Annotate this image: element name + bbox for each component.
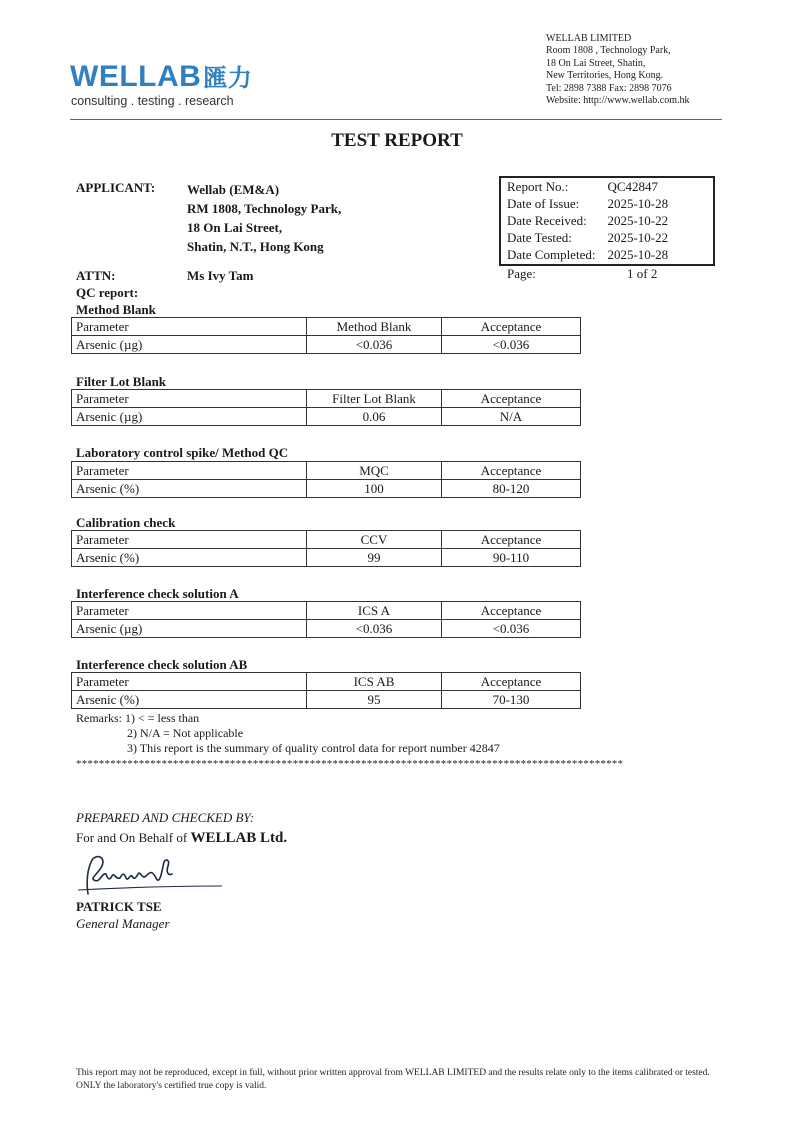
page-title: TEST REPORT	[331, 130, 463, 151]
footer-disclaimer: This report may not be reproduced, except in full, without prior written approval from WELLAB LIMITED and the results relate only to the items calibrated or tested. ONLY the laboratory's certified true copy is valid.	[76, 1068, 710, 1091]
table-header: Method Blank	[307, 318, 442, 336]
company-line: Tel: 2898 7388 Fax: 2898 7076	[546, 82, 672, 94]
company-line: Room 1808 , Technology Park,	[546, 45, 671, 57]
table-header: ICS A	[307, 602, 442, 620]
table-cell: <0.036	[442, 620, 581, 638]
table-header: Acceptance	[442, 462, 581, 480]
remark-line: 2) N/A = Not applicable	[127, 726, 244, 740]
table-cell: Arsenic (%)	[72, 691, 307, 709]
page-label: Page:	[507, 266, 536, 281]
table-cell: <0.036	[307, 336, 442, 354]
applicant-line: 18 On Lai Street,	[187, 220, 283, 235]
header-divider	[70, 119, 722, 120]
qc-table	[71, 317, 581, 354]
table-cell: 0.06	[307, 408, 442, 426]
applicant-address	[187, 180, 341, 256]
qc-table	[71, 530, 581, 567]
remark-line: Remarks: 1) < = less than	[76, 711, 200, 725]
table-header: CCV	[307, 531, 442, 549]
logo-text: WELLAB	[70, 60, 202, 93]
on-behalf-line	[76, 830, 287, 847]
applicant-line: RM 1808, Technology Park,	[187, 201, 342, 216]
qc-table	[71, 672, 581, 709]
section-title: Interference check solution AB	[76, 657, 248, 672]
signer-name: PATRICK TSE	[76, 899, 162, 914]
remarks	[76, 711, 500, 756]
table-cell: 95	[307, 691, 442, 709]
table-header: Acceptance	[442, 673, 581, 691]
prepared-by-label: PREPARED AND CHECKED BY:	[76, 810, 255, 825]
qc-table	[71, 461, 581, 498]
signer-title: General Manager	[76, 916, 170, 931]
table-cell: Arsenic (µg)	[72, 620, 307, 638]
signature-image	[76, 850, 226, 902]
table-header: Parameter	[72, 318, 307, 336]
table-header: Acceptance	[442, 390, 581, 408]
table-cell: Arsenic (µg)	[72, 408, 307, 426]
behalf-prefix: For and On Behalf of	[76, 830, 191, 845]
table-cell: 70-130	[442, 691, 581, 709]
applicant-label: APPLICANT:	[76, 180, 156, 195]
remark-line: 3) This report is the summary of quality control data for report number 42847	[127, 741, 500, 755]
logo-cjk: 匯力	[203, 64, 253, 92]
table-cell: 100	[307, 480, 442, 498]
section-title: Laboratory control spike/ Method QC	[76, 445, 289, 460]
company-line: New Territories, Hong Kong.	[546, 70, 664, 82]
company-line: WELLAB LIMITED	[546, 33, 632, 44]
table-header: Parameter	[72, 602, 307, 620]
attn-value: Ms Ivy Tam	[187, 268, 254, 283]
report-info-value: 2025-10-28	[607, 247, 669, 262]
company-line: 18 On Lai Street, Shatin,	[546, 57, 646, 69]
table-cell: 80-120	[442, 480, 581, 498]
report-info-label: Date of Issue:	[507, 196, 580, 211]
company-address	[546, 33, 690, 107]
report-info-value: 2025-10-28	[607, 196, 669, 211]
table-header: ICS AB	[307, 673, 442, 691]
report-info-label: Date Received:	[507, 213, 587, 228]
applicant-line: Shatin, N.T., Hong Kong	[187, 239, 324, 254]
report-info-label: Report No.:	[507, 179, 569, 194]
table-cell: <0.036	[307, 620, 442, 638]
section-title: Method Blank	[76, 302, 156, 317]
table-header: Parameter	[72, 531, 307, 549]
report-info-box	[499, 176, 715, 266]
qc-report-label: QC report:	[76, 285, 139, 300]
section-title: Interference check solution A	[76, 586, 239, 601]
table-cell: <0.036	[442, 336, 581, 354]
table-cell: Arsenic (%)	[72, 480, 307, 498]
table-cell: 90-110	[442, 549, 581, 567]
table-header: MQC	[307, 462, 442, 480]
page-number	[499, 266, 657, 282]
company-logo	[70, 58, 252, 94]
table-header: Parameter	[72, 673, 307, 691]
separator-line: ************************************************************************************************	[76, 758, 624, 770]
table-cell: 99	[307, 549, 442, 567]
logo-tagline: consulting . testing . research	[71, 94, 234, 108]
report-info-label: Date Completed:	[507, 247, 596, 262]
table-cell: Arsenic (µg)	[72, 336, 307, 354]
report-info-label: Date Tested:	[507, 230, 572, 245]
section-title: Calibration check	[76, 515, 176, 530]
table-header: Parameter	[72, 462, 307, 480]
table-header: Filter Lot Blank	[307, 390, 442, 408]
attn-label: ATTN:	[76, 268, 116, 283]
table-header: Parameter	[72, 390, 307, 408]
section-title: Filter Lot Blank	[76, 374, 167, 389]
table-header: Acceptance	[442, 531, 581, 549]
behalf-company: WELLAB Ltd.	[190, 830, 288, 846]
company-line: Website: http://www.wellab.com.hk	[546, 95, 690, 107]
applicant-line: Wellab (EM&A)	[187, 182, 280, 197]
qc-table	[71, 389, 581, 426]
table-cell: N/A	[442, 408, 581, 426]
report-info-value: QC42847	[607, 179, 659, 194]
page-value: 1 of 2	[627, 266, 658, 281]
qc-table	[71, 601, 581, 638]
table-header: Acceptance	[442, 602, 581, 620]
table-header: Acceptance	[442, 318, 581, 336]
report-info-value: 2025-10-22	[607, 213, 669, 228]
table-cell: Arsenic (%)	[72, 549, 307, 567]
report-info-value: 2025-10-22	[607, 230, 669, 245]
